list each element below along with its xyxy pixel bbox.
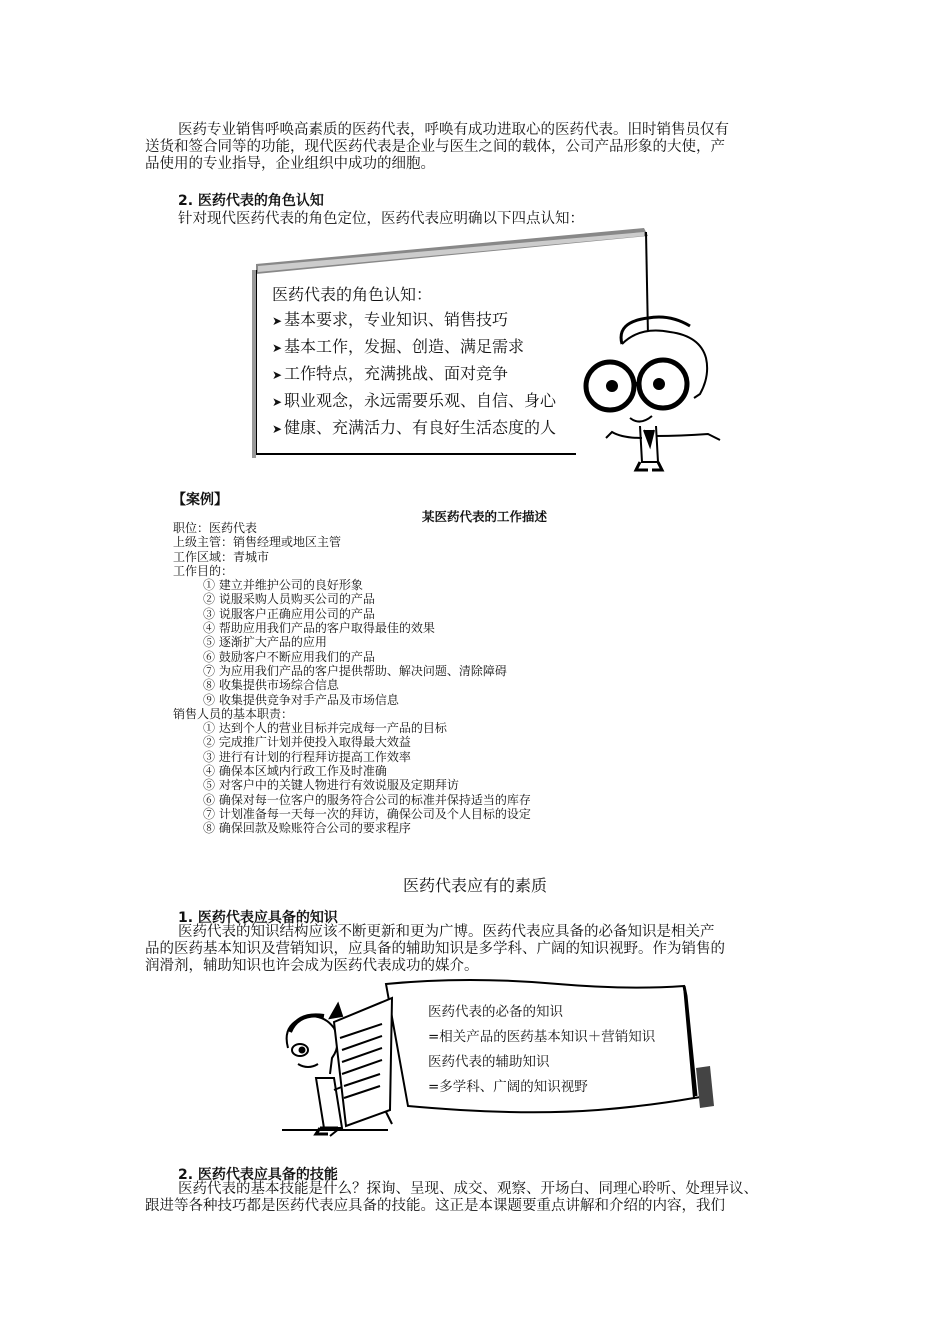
case-supervisor: 上级主管：销售经理或地区主管 <box>173 535 342 550</box>
skills-paragraph <box>145 1181 807 1215</box>
case-goal-item: ① 建立并维护公司的良好形象 <box>203 578 363 593</box>
arrow-icon: ➤ <box>272 314 283 328</box>
case-duty-item: ③ 进行有计划的行程拜访提高工作效率 <box>203 749 411 764</box>
case-duty-item: ④ 确保本区域内行政工作及时准确 <box>203 764 387 779</box>
case-title: 某医药代表的工作描述 <box>422 509 548 524</box>
knowledge-figure <box>268 978 718 1138</box>
knowledge-card-line: 医药代表的辅助知识 <box>428 1054 550 1070</box>
cartoon-presenter-icon <box>282 998 392 1136</box>
case-duty-item: ⑧ 确保回款及赊账符合公司的要求程序 <box>203 821 411 836</box>
text-line: 跟进等各种技巧都是医药代表应具备的技能。这正是本课题要重点讲解和介绍的内容，我们 <box>145 1198 725 1214</box>
text-line: 润滑剂，辅助知识也许会成为医药代表成功的媒介。 <box>145 958 479 974</box>
section-heading-knowledge: 1. 医药代表应具备的知识 <box>178 910 338 926</box>
case-duty-item: ② 完成推广计划并使投入取得最大效益 <box>203 735 411 750</box>
role-card-title: 医药代表的角色认知： <box>272 285 433 304</box>
case-duty-item: ① 达到个人的营业目标并完成每一产品的目标 <box>203 721 447 736</box>
case-area: 工作区域：青城市 <box>173 549 270 564</box>
text-line: 品使用的专业指导，企业组织中成功的细胞。 <box>145 156 435 172</box>
arrow-icon: ➤ <box>272 368 283 382</box>
text-line: 医药代表的基本技能是什么？探询、呈现、成交、观察、开场白、同理心聆听、处理异议、 <box>178 1181 758 1197</box>
case-goal-item: ② 说服采购人员购买公司的产品 <box>203 592 375 607</box>
text-line: 送货和签合同等的功能，现代医药代表是企业与医生之间的载体，公司产品形象的大使，产 <box>145 139 725 155</box>
intro-paragraph <box>145 122 807 173</box>
role-card-item: ➤ 职业观念，永远需要乐观、自信、身心 <box>272 388 556 415</box>
role-figure <box>250 226 740 481</box>
arrow-icon: ➤ <box>272 341 283 355</box>
section-title-qualities: 医药代表应有的素质 <box>402 876 547 895</box>
case-goal-item: ④ 帮助应用我们产品的客户取得最佳的效果 <box>203 621 435 636</box>
knowledge-card-line: =多学科、广阔的知识视野 <box>428 1079 588 1095</box>
case-label: 【案例】 <box>172 492 228 508</box>
knowledge-card-line: 医药代表的必备的知识 <box>428 1004 563 1020</box>
case-goal-item: ⑦ 为应用我们产品的客户提供帮助、解决问题、清除障碍 <box>203 663 507 678</box>
cartoon-character-icon <box>586 317 720 470</box>
role-card-item: ➤ 健康、充满活力、有良好生活态度的人 <box>272 415 556 442</box>
case-goal-item: ③ 说服客户正确应用公司的产品 <box>203 606 375 621</box>
arrow-icon: ➤ <box>272 395 283 409</box>
text-line: 医药代表的知识结构应该不断更新和更为广博。医药代表应具备的必备知识是相关产 <box>178 924 715 940</box>
case-goal-item: ⑧ 收集提供市场综合信息 <box>203 678 339 693</box>
case-duty-item: ⑦ 计划准备每一天每一次的拜访，确保公司及个人目标的设定 <box>203 806 531 821</box>
case-duties-label: 销售人员的基本职责： <box>173 706 294 721</box>
knowledge-card-line: =相关产品的医药基本知识＋营销知识 <box>428 1029 656 1045</box>
role-card-item: ➤ 基本工作，发掘、创造、满足需求 <box>272 334 556 361</box>
arrow-icon: ➤ <box>272 422 283 436</box>
text-line: 医药专业销售呼唤高素质的医药代表，呼唤有成功进取心的医药代表。旧时销售员仅有 <box>178 122 729 138</box>
case-goals-label: 工作目的： <box>173 563 234 578</box>
role-card-text <box>272 282 556 442</box>
case-goal-item: ⑤ 逐渐扩大产品的应用 <box>203 635 327 650</box>
knowledge-card-text <box>428 1000 655 1100</box>
section-heading-role: 2. 医药代表的角色认知 <box>178 193 324 209</box>
text-line: 品的医药基本知识及营销知识，应具备的辅助知识是多学科、广阔的知识视野。作为销售的 <box>145 941 725 957</box>
section-heading-skills: 2. 医药代表应具备的技能 <box>178 1167 338 1183</box>
case-goal-item: ⑥ 鼓励客户不断应用我们的产品 <box>203 649 375 664</box>
role-card-item: ➤ 基本要求，专业知识、销售技巧 <box>272 307 556 334</box>
case-duty-item: ⑤ 对客户中的关键人物进行有效说服及定期拜访 <box>203 778 459 793</box>
knowledge-paragraph <box>145 924 807 975</box>
case-goal-item: ⑨ 收集提供竞争对手产品及市场信息 <box>203 692 399 707</box>
role-lead-text: 针对现代医药代表的角色定位，医药代表应明确以下四点认知： <box>178 211 584 227</box>
case-position: 职位：医药代表 <box>173 521 258 535</box>
role-card-item: ➤ 工作特点，充满挑战、面对竞争 <box>272 361 556 388</box>
case-duty-item: ⑥ 确保对每一位客户的服务符合公司的标准并保持适当的库存 <box>203 792 531 807</box>
case-body <box>173 521 531 836</box>
